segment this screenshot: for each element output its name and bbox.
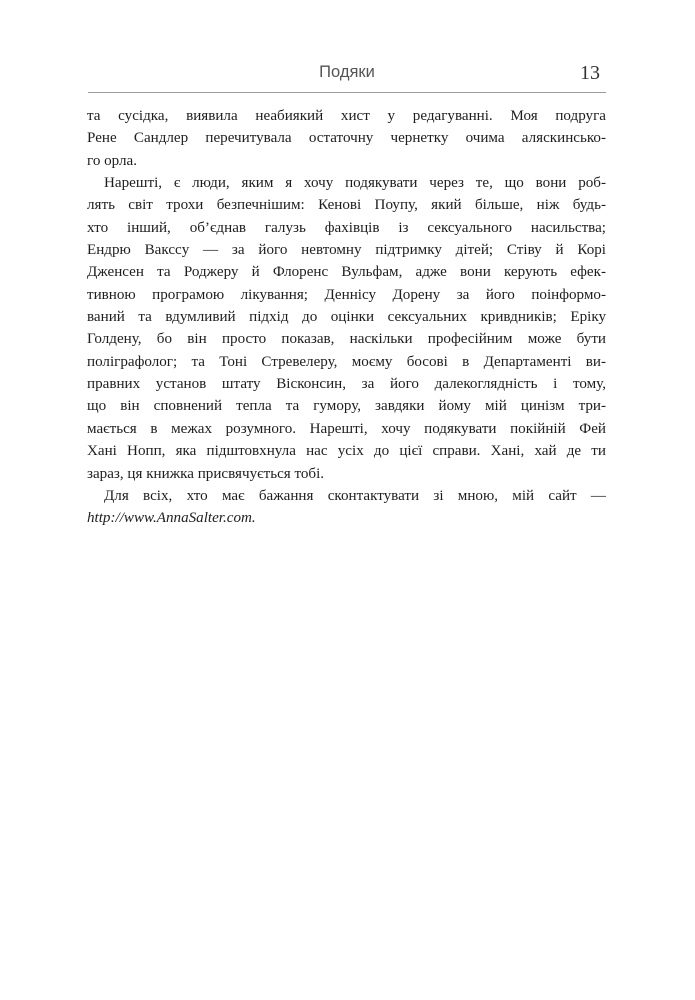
section-title: Подяки [319, 63, 375, 81]
text-line: Голдену, бо він просто показав, наскільки професійним може бути [87, 331, 606, 348]
text-line: Рене Сандлер перечитувала остаточну чернетку очима аляскинсько- [87, 130, 606, 147]
text-line: зараз, ця книжка присвячується тобі. [87, 465, 325, 482]
text-line: лять світ трохи безпечнішим: Кенові Поупу, який більше, ніж будь- [87, 197, 606, 214]
body-text [87, 105, 606, 530]
page-number: 13 [580, 62, 600, 84]
website-link[interactable]: http://www.AnnaSalter.com. [87, 510, 256, 527]
text-line: правних установ штату Вісконсин, за його далекоглядність і тому, [87, 376, 606, 393]
text-line: тивною програмою лікування; Деннісу Дорену за його поінформо- [87, 286, 606, 303]
text-line: ваний та вдумливий підхід до оцінки сексуальних кривдників; Еріку [87, 309, 606, 326]
text-line: мається в межах розумного. Нарешті, хочу подякувати покійній Фей [87, 420, 606, 437]
text-line: Для всіх, хто має бажання сконтактувати зі мною, мій сайт — [104, 487, 606, 504]
text-line: Ендрю Ваксcу — за його невтомну підтримку дітей; Стіву й Корі [87, 242, 606, 259]
text-line: хто інший, об’єднав галузь фахівців із сексуального насильства; [87, 219, 606, 236]
header-rule [88, 92, 606, 93]
text-line: поліграфолог; та Тоні Стревелеру, моєму босові в Департаменті ви- [87, 353, 606, 370]
running-head [88, 62, 606, 88]
text-line: Нарешті, є люди, яким я хочу подякувати через те, що вони роб- [104, 175, 606, 192]
text-line: го орла. [87, 152, 138, 169]
text-line: Хані Нопп, яка підштовхнула нас усіх до цієї справи. Хані, хай де ти [87, 443, 606, 460]
text-line: Дженсен та Роджеру й Флоренс Вульфам, адже вони керують ефек- [87, 264, 606, 281]
text-line: та сусідка, виявила неабиякий хист у редагуванні. Моя подруга [87, 108, 606, 124]
text-line: що він сповнений тепла та гумору, завдяки йому мій цинізм три- [87, 398, 606, 415]
